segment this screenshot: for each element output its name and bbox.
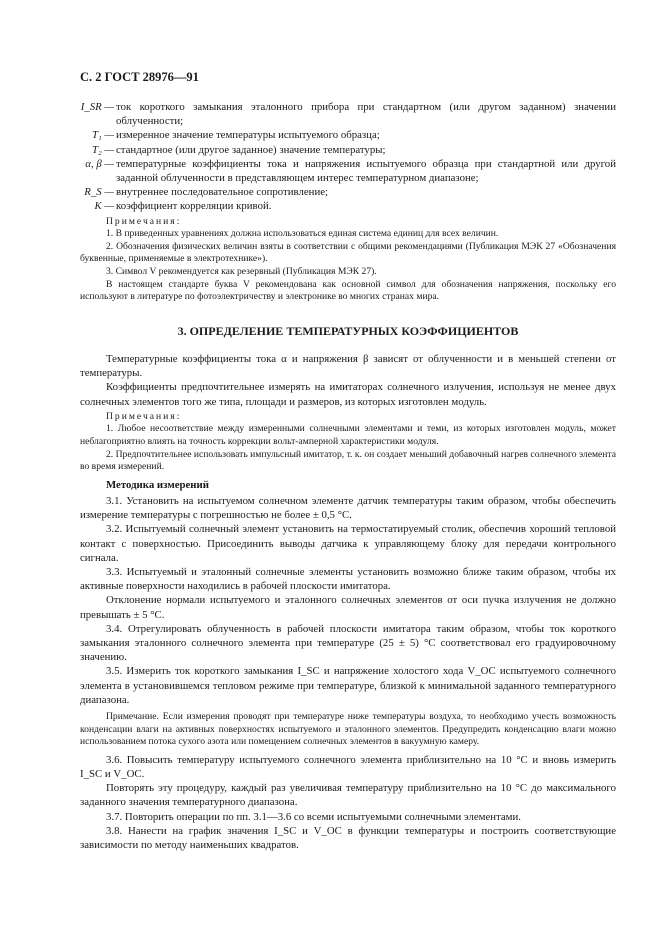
definition-symbol: K — — [94, 200, 114, 213]
step-paragraph: Отклонение нормали испытуемого и эталонного солнечных элементов от оси пучка излучения не должно превышать ± 5 °С. — [80, 594, 616, 621]
definition-text: внутреннее последовательное сопротивление; — [116, 186, 329, 199]
note-item: 2. Обозначения физических величин взяты в соответствии с общими рекомендациями (Публикация МЭК 27 «Обозначения буквенные, применяемые в электротехнике»). — [80, 240, 616, 265]
page-header: С. 2 ГОСТ 28976—91 — [80, 70, 199, 84]
definition-symbol: R_S — — [84, 186, 114, 199]
step-paragraph: 3.6. Повысить температуру испытуемого солнечного элемента приблизительно на 10 °С и вновь измерить I_SC и V_OC. — [80, 753, 616, 780]
notes-block — [80, 216, 616, 304]
paragraph: Коэффициенты предпочтительнее измерять на имитаторах солнечного излучения, используя не менее двух солнечных элементов того же типа, площади и размеров, из которых изготовлен модуль. — [80, 381, 616, 408]
note-item: 1. Любое несоответствие между измеренными солнечными элементами и теми, из которых изготовлен модуль, может неблагоприятно влиять на точность коррекции вольт-амперной характеристики модуля. — [80, 423, 616, 447]
definition-symbol: T₂ — — [91, 143, 114, 156]
step-paragraph: 3.5. Измерить ток короткого замыкания I_SC и напряжение холостого хода V_OC испытуемого солнечного элемента в установившемся тепловом режиме при температуре, близкой к минимальной заданного температурного диапазона. — [80, 665, 616, 706]
step-paragraph: 3.8. Нанести на график значения I_SC и V_OC в функции температуры и построить соответствующие зависимости по методу наименьших квадратов. — [80, 824, 616, 852]
step-paragraph: Повторять эту процедуру, каждый раз увеличивая температуру приблизительно на 10 °С до максимального заданного значения температурного диапазона. — [80, 782, 616, 809]
definition-item — [80, 128, 616, 142]
step-paragraph: 3.4. Отрегулировать облученность в рабочей плоскости имитатора таким образом, чтобы ток короткого замыкания эталонного солнечного элемента при температуре (25 ± 5) °С соответствовал его градуировочному значению. — [80, 622, 616, 664]
definition-text: коэффициент корреляции кривой. — [116, 200, 272, 213]
paragraph: Температурные коэффициенты тока α и напряжения β зависят от облученности и в меньшей степени от температуры. — [80, 352, 616, 380]
notes-heading: Примечания: — [106, 215, 182, 227]
definition-item — [80, 199, 616, 213]
note-item: 3. Символ V рекомендуется как резервный (Публикация МЭК 27). — [106, 266, 377, 277]
step-paragraph: 3.1. Установить на испытуемом солнечном элементе датчик температуры таким образом, чтобы обеспечить измерение температуры с погрешностью не более ± 0,5 °С. — [80, 494, 616, 522]
definition-text: ток короткого замыкания эталонного прибора при стандартном (или другом заданном) значении облученности; — [116, 101, 616, 128]
document-body — [80, 100, 616, 852]
definition-item — [80, 100, 616, 128]
definitions-list — [80, 100, 616, 214]
note-item: 1. В приведенных уравнениях должна использоваться единая система единиц для всех величин. — [106, 228, 499, 240]
step-paragraph: 3.2. Испытуемый солнечный элемент установить на термостатируемый столик, обеспечив хороший тепловой контакт с поверхностью. Присоединить выводы датчика к управляющему блоку для передачи контрольного сигнала. — [80, 523, 616, 564]
note-item: 2. Предпочтительнее использовать импульсный имитатор, т. к. он создает меньший добавочный нагрев солнечного элемента во время измерений. — [80, 448, 616, 473]
definition-symbol: α, β — — [85, 157, 114, 170]
definition-item — [80, 157, 616, 185]
definition-item — [80, 143, 616, 157]
notes-block — [80, 411, 616, 474]
definition-text: стандартное (или другое заданное) значение температуры; — [116, 143, 386, 156]
step-paragraph: 3.3. Испытуемый и эталонный солнечные элементы установить возможно ближе таким образом, чтобы их активные поверхности находились в рабочей плоскости имитатора. — [80, 565, 616, 593]
step-paragraph: 3.7. Повторить операции по пп. 3.1—3.6 со всеми испытуемыми солнечными элементами. — [106, 810, 521, 823]
definition-symbol: I_SR — — [80, 101, 114, 113]
definition-symbol: T₁ — — [91, 129, 114, 142]
definition-text: температурные коэффициенты тока и напряжения испытуемого образца при стандартной или другой заданной облученности в представляющем интерес температурном диапазоне; — [116, 157, 616, 185]
subsection-heading: Методика измерений — [106, 478, 209, 491]
notes-heading: Примечания: — [106, 410, 182, 422]
note-item: В настоящем стандарте буква V рекомендована как основной символ для обозначения напряжения, поскольку его используют в литературе по фотоэлектричеству и электронике во многих странах мира. — [80, 278, 616, 303]
note-paragraph: Примечание. Если измерения проводят при температуре ниже температуры воздуха, то необходимо учесть возможность конденсации влаги на активных поверхностях испытуемого и эталонного элементов. Предупредить конденсацию влаги можно использованием потока сухого азота или помещением солнечных элементов в вакуумную камеру. — [80, 711, 616, 748]
section-title: 3. ОПРЕДЕЛЕНИЕ ТЕМПЕРАТУРНЫХ КОЭФФИЦИЕНТОВ — [177, 323, 519, 338]
definition-item — [80, 185, 616, 199]
definition-text: измеренное значение температуры испытуемого образца; — [116, 129, 380, 142]
